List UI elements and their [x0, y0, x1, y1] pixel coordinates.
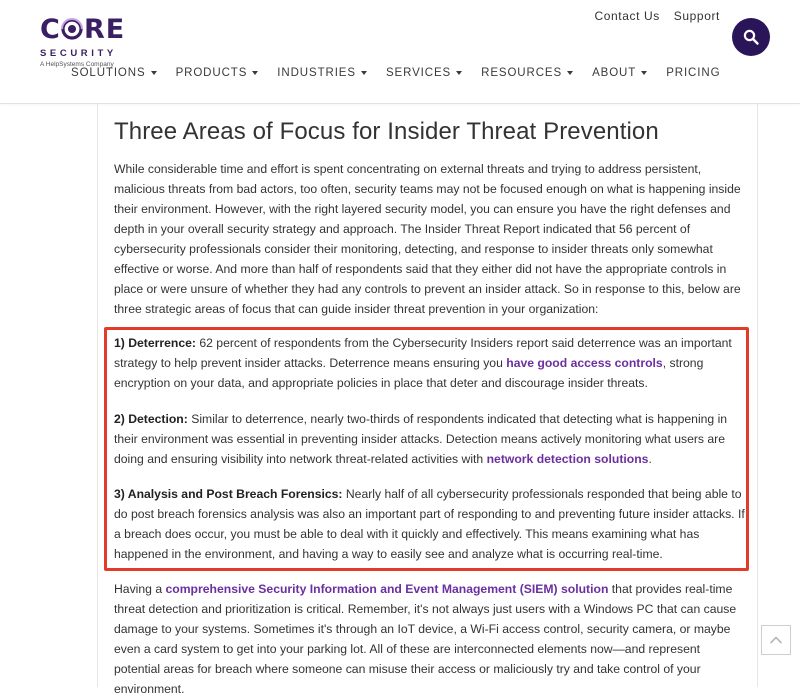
- page-title: Three Areas of Focus for Insider Threat Prevention: [114, 118, 659, 145]
- siem-paragraph: [114, 579, 746, 699]
- network-detection-link[interactable]: network detection solutions: [486, 452, 649, 466]
- caret-down-icon: [456, 71, 462, 75]
- back-to-top-button[interactable]: [761, 625, 791, 655]
- caret-down-icon: [361, 71, 367, 75]
- support-link[interactable]: Support: [673, 9, 720, 23]
- detection-heading: 2) Detection:: [114, 412, 188, 426]
- contact-us-link[interactable]: Contact Us: [594, 9, 660, 23]
- core-security-logo[interactable]: [40, 14, 126, 68]
- siem-text-b: that provides real-time threat detection and prioritization is critical. Remember, it's not always just users with a Windows PC that can cause damage to your systems. Sometimes it's through an IoT device, a Wi-Fi access control, security camera, or maybe even a card system to get into your parking lot. All of these are interconnected elements now—and represent potential areas for breach where someone can misuse their access or maliciously try and take control of your environment.: [114, 582, 737, 696]
- nav-item-products[interactable]: [176, 67, 259, 79]
- intro-paragraph: While considerable time and effort is spent concentrating on external threats and trying to address persistent, malicious threats from bad actors, too often, security teams may not be focused enough on what is happening inside their environment. However, with the right layered security model, you can ensure you have the right defenses and depth in your overall security strategy and approach. The Insider Threat Report indicated that 56 percent of cybersecurity professionals consider their monitoring, detecting, and response to insider threats only somewhat effective or worse. And more than half of respondents said that they either did not have the appropriate controls in place or were unsure of whether they had any controls to prevent an insider attack. So in response to this, below are three strategic areas of focus that can guide insider threat prevention in your organization:: [114, 162, 741, 316]
- nav-item-pricing[interactable]: [666, 67, 720, 79]
- siem-solution-link[interactable]: comprehensive Security Information and Event Management (SIEM) solution: [165, 582, 609, 596]
- nav-item-industries[interactable]: [277, 67, 367, 79]
- search-icon: [743, 29, 759, 45]
- main-nav: [71, 67, 739, 79]
- forensics-text: Nearly half of all cybersecurity professionals responded that being able to do post breach forensics analysis was also an important part of responding to and preventing future insider attacks. If a breach does occur, you must be able to deal with it quickly and effectively. This means examining what has happened in the environment, and having a way to easily see and analyze what is occurring real-time.: [114, 487, 745, 561]
- nav-item-services[interactable]: [386, 67, 462, 79]
- siem-text-a: Having a: [114, 582, 166, 596]
- svg-text:RE: RE: [84, 14, 126, 45]
- nav-item-about[interactable]: [592, 67, 647, 79]
- article-content: [97, 104, 758, 696]
- logo-word: C: [40, 14, 61, 45]
- detection-text-b: .: [648, 452, 652, 466]
- detection-text-a: Similar to deterrence, nearly two-thirds of respondents indicated that detecting what is happening in their environment was essential in preventing insider attacks. Detection means actively monitoring what users are doing and ensuring visibility into network threat-related activities with: [114, 412, 728, 466]
- caret-down-icon: [252, 71, 258, 75]
- nav-item-label: INDUSTRIES: [277, 67, 356, 79]
- search-button[interactable]: [732, 18, 770, 56]
- logo-wordmark: [40, 14, 126, 48]
- nav-item-label: PRICING: [666, 67, 721, 79]
- forensics-paragraph: [114, 484, 746, 564]
- nav-item-solutions[interactable]: [71, 67, 157, 79]
- deterrence-heading: 1) Deterrence:: [114, 336, 196, 350]
- site-header: [0, 0, 800, 104]
- logo-subtitle: SECURITY: [40, 48, 117, 59]
- deterrence-paragraph: [114, 333, 746, 393]
- nav-item-label: SOLUTIONS: [71, 67, 146, 79]
- caret-down-icon: [567, 71, 573, 75]
- nav-item-label: RESOURCES: [481, 67, 563, 79]
- logo-mark: [40, 14, 130, 45]
- deterrence-text-b: , strong encryption on your data, and appropriate policies in place that deter and discourage insider threats.: [114, 356, 704, 390]
- caret-down-icon: [641, 71, 647, 75]
- nav-item-resources[interactable]: [481, 67, 573, 79]
- caret-down-icon: [151, 71, 157, 75]
- access-controls-link[interactable]: have good access controls: [506, 356, 663, 370]
- deterrence-text-a: 62 percent of respondents from the Cybersecurity Insiders report said deterrence was an important strategy to help prevent insider attacks. Deterrence means ensuring you: [114, 336, 732, 370]
- nav-item-label: ABOUT: [592, 67, 637, 79]
- forensics-heading: 3) Analysis and Post Breach Forensics:: [114, 487, 343, 501]
- logo-tagline: A HelpSystems Company: [40, 61, 114, 68]
- nav-item-label: SERVICES: [385, 67, 452, 79]
- utility-links: [584, 9, 720, 23]
- nav-item-label: PRODUCTS: [175, 67, 248, 79]
- detection-paragraph: [114, 409, 746, 469]
- chevron-up-icon: [769, 635, 783, 645]
